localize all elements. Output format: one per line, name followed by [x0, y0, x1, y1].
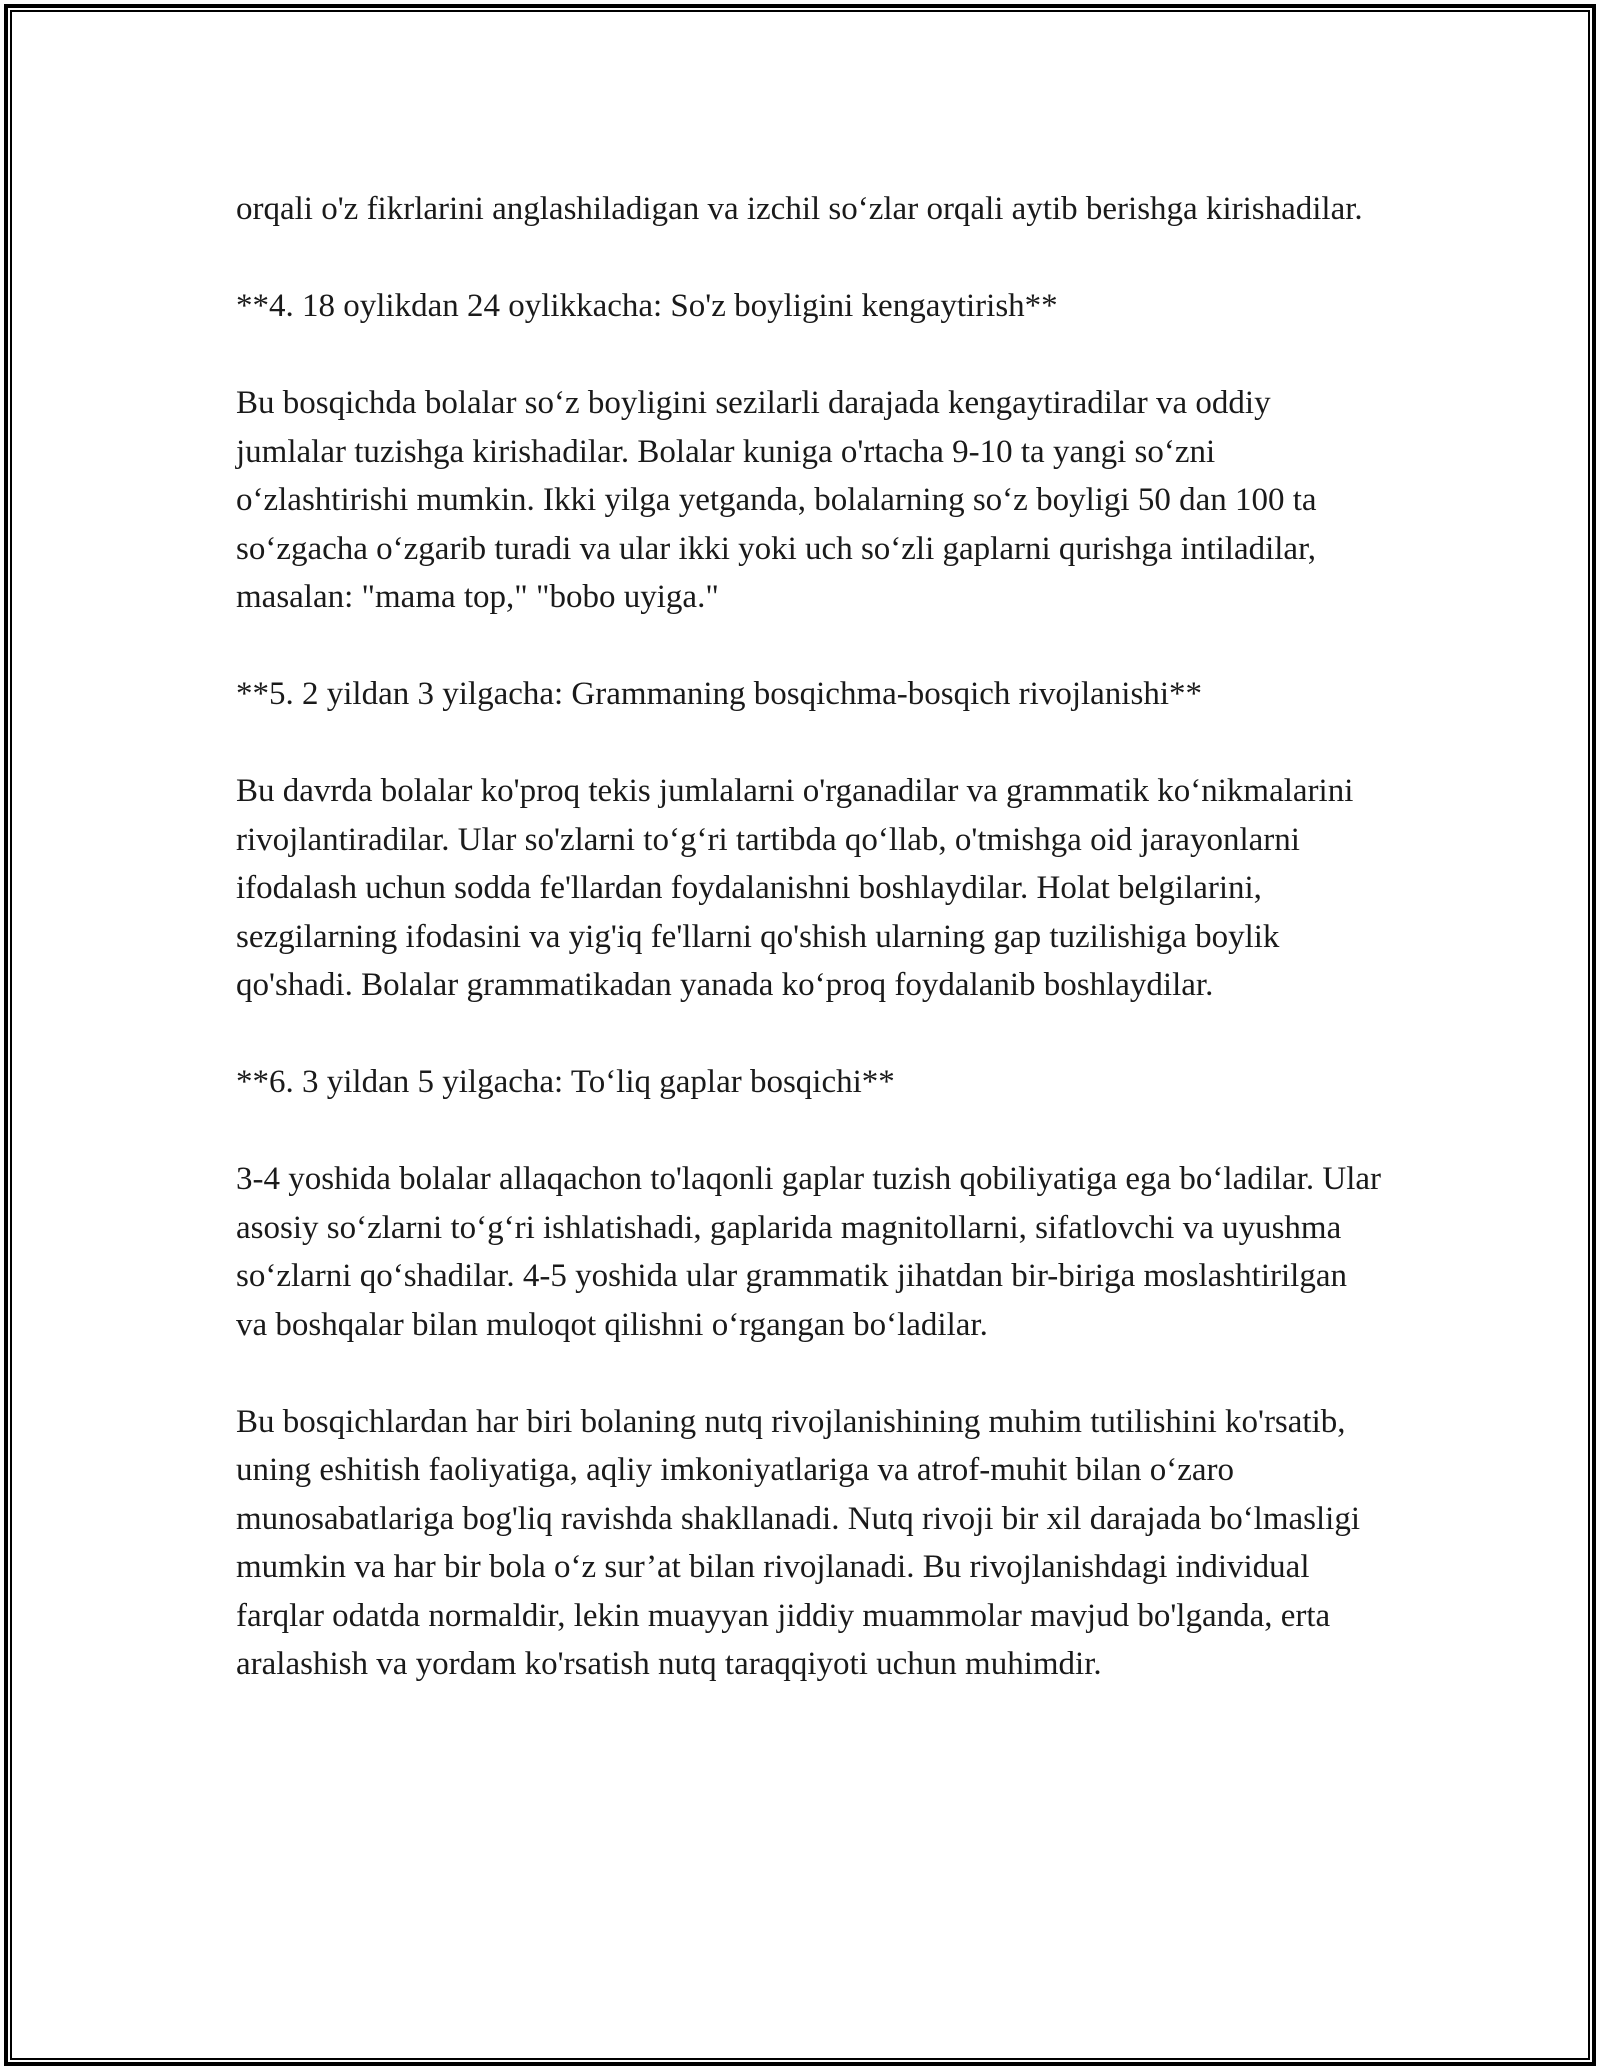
section-heading-6: **6. 3 yildan 5 yilgacha: To‘liq gaplar bosqichi** [236, 1064, 895, 1100]
paragraph-conclusion: Bu bosqichlardan har biri bolaning nutq rivojlanishining muhim tutilishini ko'rsatib, uning eshitish faoliyatiga, aqliy imkoniyatlariga va atrof-muhit bilan o‘zaro munosabatlariga bog'liq ravishda shakllanadi. Nutq rivoji bir xil darajada bo‘lmasligi mumkin va har bir bola o‘z sur’at bilan rivojlanadi. Bu rivojlanishdagi individual farqlar odatda normaldir, lekin muayyan jiddiy muammolar mavjud bo'lganda, erta aralashish va yordam ko'rsatish nutq taraqqiyoti uchun muhimdir. [236, 1403, 1361, 1682]
paragraph-section-6: 3-4 yoshida bolalar allaqachon to'laqonli gaplar tuzish qobiliyatiga ega bo‘ladilar. Ular asosiy so‘zlarni to‘g‘ri ishlatishadi, gaplarida magnitollarni, sifatlovchi va uyushma so‘zlarni qo‘shadilar. 4-5 yoshida ular grammatik jihatdan bir-biriga moslashtirilgan va boshqalar bilan muloqot qilishni o‘rgangan bo‘ladilar. [236, 1161, 1382, 1343]
section-heading-5: **5. 2 yildan 3 yilgacha: Grammaning bosqichma-bosqich rivojlanishi** [236, 676, 1202, 712]
paragraph-section-5: Bu davrda bolalar ko'proq tekis jumlalarni o'rganadilar va grammatik ko‘nikmalarini rivojlantiradilar. Ular so'zlarni to‘g‘ri tartibda qo‘llab, o'tmishga oid jarayonlarni ifodalash uchun sodda fe'llardan foydalanishni boshlaydilar. Holat belgilarini, sezgilarning ifodasini va yig'iq fe'llarni qo'shish ularning gap tuzilishiga boylik qo'shadi. Bolalar grammatikadan yanada ko‘proq foydalanib boshlaydilar. [236, 773, 1354, 1003]
paragraph-section-4: Bu bosqichda bolalar so‘z boyligini sezilarli darajada kengaytiradilar va oddiy jumlalar tuzishga kirishadilar. Bolalar kuniga o'rtacha 9-10 ta yangi so‘zni o‘zlashtirishi mumkin. Ikki yilga yetganda, bolalarning so‘z boyligi 50 dan 100 ta so‘zgacha o‘zgarib turadi va ular ikki yoki uch so‘zli gaplarni qurishga intiladilar, masalan: "mama top," "bobo uyiga." [236, 385, 1317, 615]
document-body [236, 185, 1386, 1689]
paragraph-continuation: orqali o'z fikrlarini anglashiladigan va izchil so‘zlar orqali aytib berishga kirishadilar. [236, 191, 1363, 227]
section-heading-4: **4. 18 oylikdan 24 oylikkacha: So'z boyligini kengaytirish** [236, 288, 1058, 324]
